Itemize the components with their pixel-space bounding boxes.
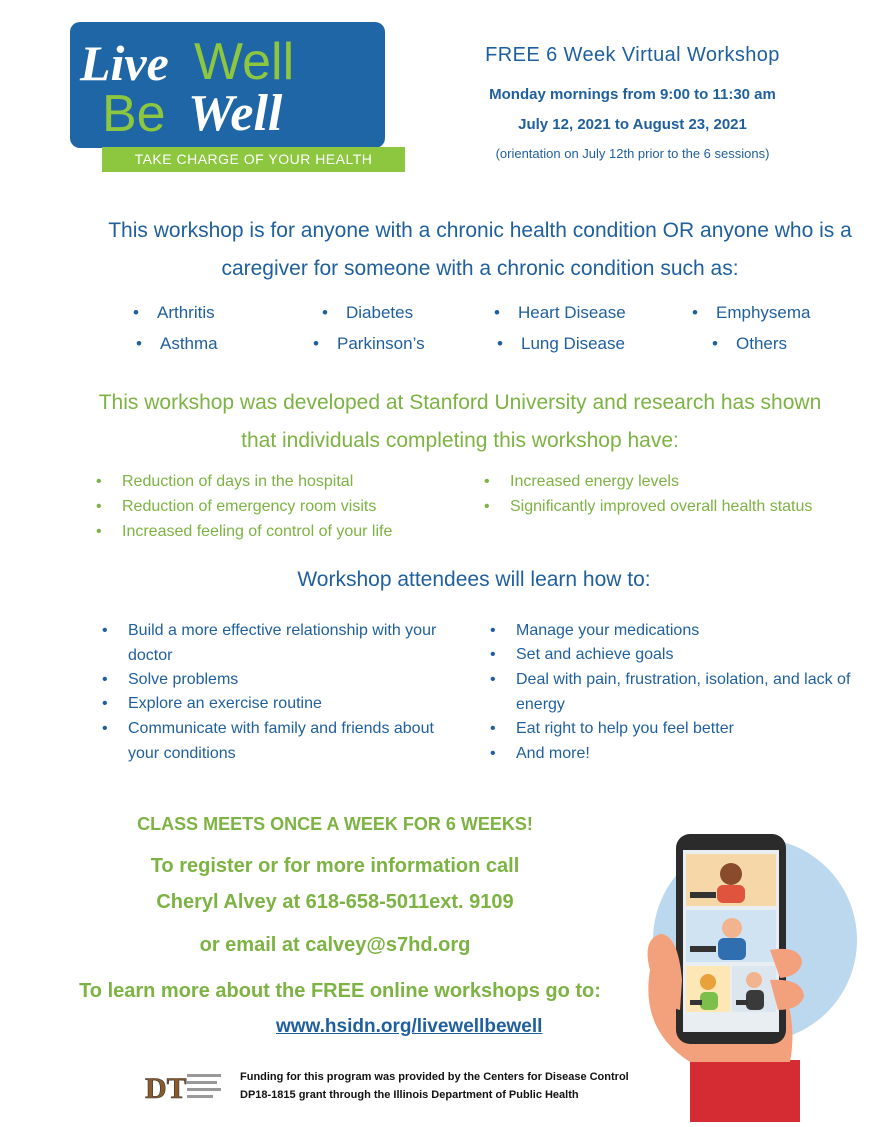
intro-text: [100, 212, 860, 288]
logo-tagline: TAKE CHARGE OF YOUR HEALTH: [102, 147, 405, 172]
benefit-item: • Reduction of emergency room visits: [122, 498, 376, 516]
research-line-2: that individuals completing this workshop have:: [241, 429, 679, 452]
sleeve: [690, 1060, 800, 1122]
live-well-be-well-logo: [70, 22, 405, 174]
workshop-orientation: (orientation on July 12th prior to the 6 sessions): [495, 146, 770, 161]
intro-line-1: This workshop is for anyone with a chronic health condition OR anyone who is a: [108, 219, 852, 242]
condition-item: • Parkinson’s: [337, 334, 425, 354]
learn-item: • Communicate with family and friends about your conditions: [128, 717, 458, 766]
condition-item: • Diabetes: [346, 303, 413, 323]
learn-item: • Eat right to help you feel better: [516, 717, 856, 742]
condition-item: • Arthritis: [157, 303, 215, 323]
logo-be: Be: [102, 85, 166, 143]
condition-item: • Emphysema: [716, 303, 810, 323]
logo-well-italic: Well: [188, 85, 283, 142]
research-text: [80, 384, 840, 460]
funding-note: [240, 1068, 629, 1104]
class-meets: CLASS MEETS ONCE A WEEK FOR 6 WEEKS!: [137, 814, 533, 834]
learn-item: • Manage your medications: [516, 619, 856, 644]
phone-video-call-illustration: [620, 830, 860, 1122]
learn-item: • Build a more effective relationship with your doctor: [128, 619, 458, 668]
condition-item: • Lung Disease: [521, 334, 625, 354]
funding-line-1: Funding for this program was provided by the Centers for Disease Control: [240, 1071, 629, 1083]
phone-text: Cheryl Alvey at 618-658-5011ext. 9109: [156, 891, 514, 913]
condition-item: • Others: [736, 334, 787, 354]
benefit-item: • Increased feeling of control of your life: [122, 523, 392, 541]
learn-heading: Workshop attendees will learn how to:: [297, 568, 651, 591]
logo-well: Well: [194, 33, 295, 91]
learn-item: • Set and achieve goals: [516, 643, 856, 668]
benefit-item: • Reduction of days in the hospital: [122, 473, 353, 491]
workshop-link[interactable]: www.hsidn.org/livewellbewell: [276, 1016, 543, 1037]
benefit-item: • Significantly improved overall health status: [510, 498, 812, 516]
learn-item: • Solve problems: [128, 668, 458, 693]
condition-item: • Asthma: [160, 334, 218, 354]
condition-item: • Heart Disease: [518, 303, 626, 323]
learn-more-text: To learn more about the FREE online workshops go to:: [79, 980, 601, 1002]
learn-item: • Explore an exercise routine: [128, 692, 458, 717]
research-line-1: This workshop was developed at Stanford University and research has shown: [98, 391, 822, 414]
register-text: To register or for more information call: [150, 855, 520, 877]
intro-line-2: caregiver for someone with a chronic condition such as:: [221, 257, 739, 280]
workshop-title: FREE 6 Week Virtual Workshop: [485, 44, 780, 66]
workshop-dates: July 12, 2021 to August 23, 2021: [518, 116, 747, 133]
learn-item: • Deal with pain, frustration, isolation, and lack of energy: [516, 668, 856, 717]
workshop-days: Monday mornings from 9:00 to 11:30 am: [489, 86, 776, 103]
dt-logo-letters: DT: [145, 1072, 187, 1104]
logo-live: Live: [80, 35, 169, 91]
dt-logo: [143, 1068, 225, 1104]
learn-item: • And more!: [516, 742, 856, 767]
benefit-item: • Increased energy levels: [510, 473, 679, 491]
email-text: or email at calvey@s7hd.org: [199, 934, 471, 956]
funding-line-2: DP18-1815 grant through the Illinois Department of Public Health: [240, 1089, 579, 1101]
